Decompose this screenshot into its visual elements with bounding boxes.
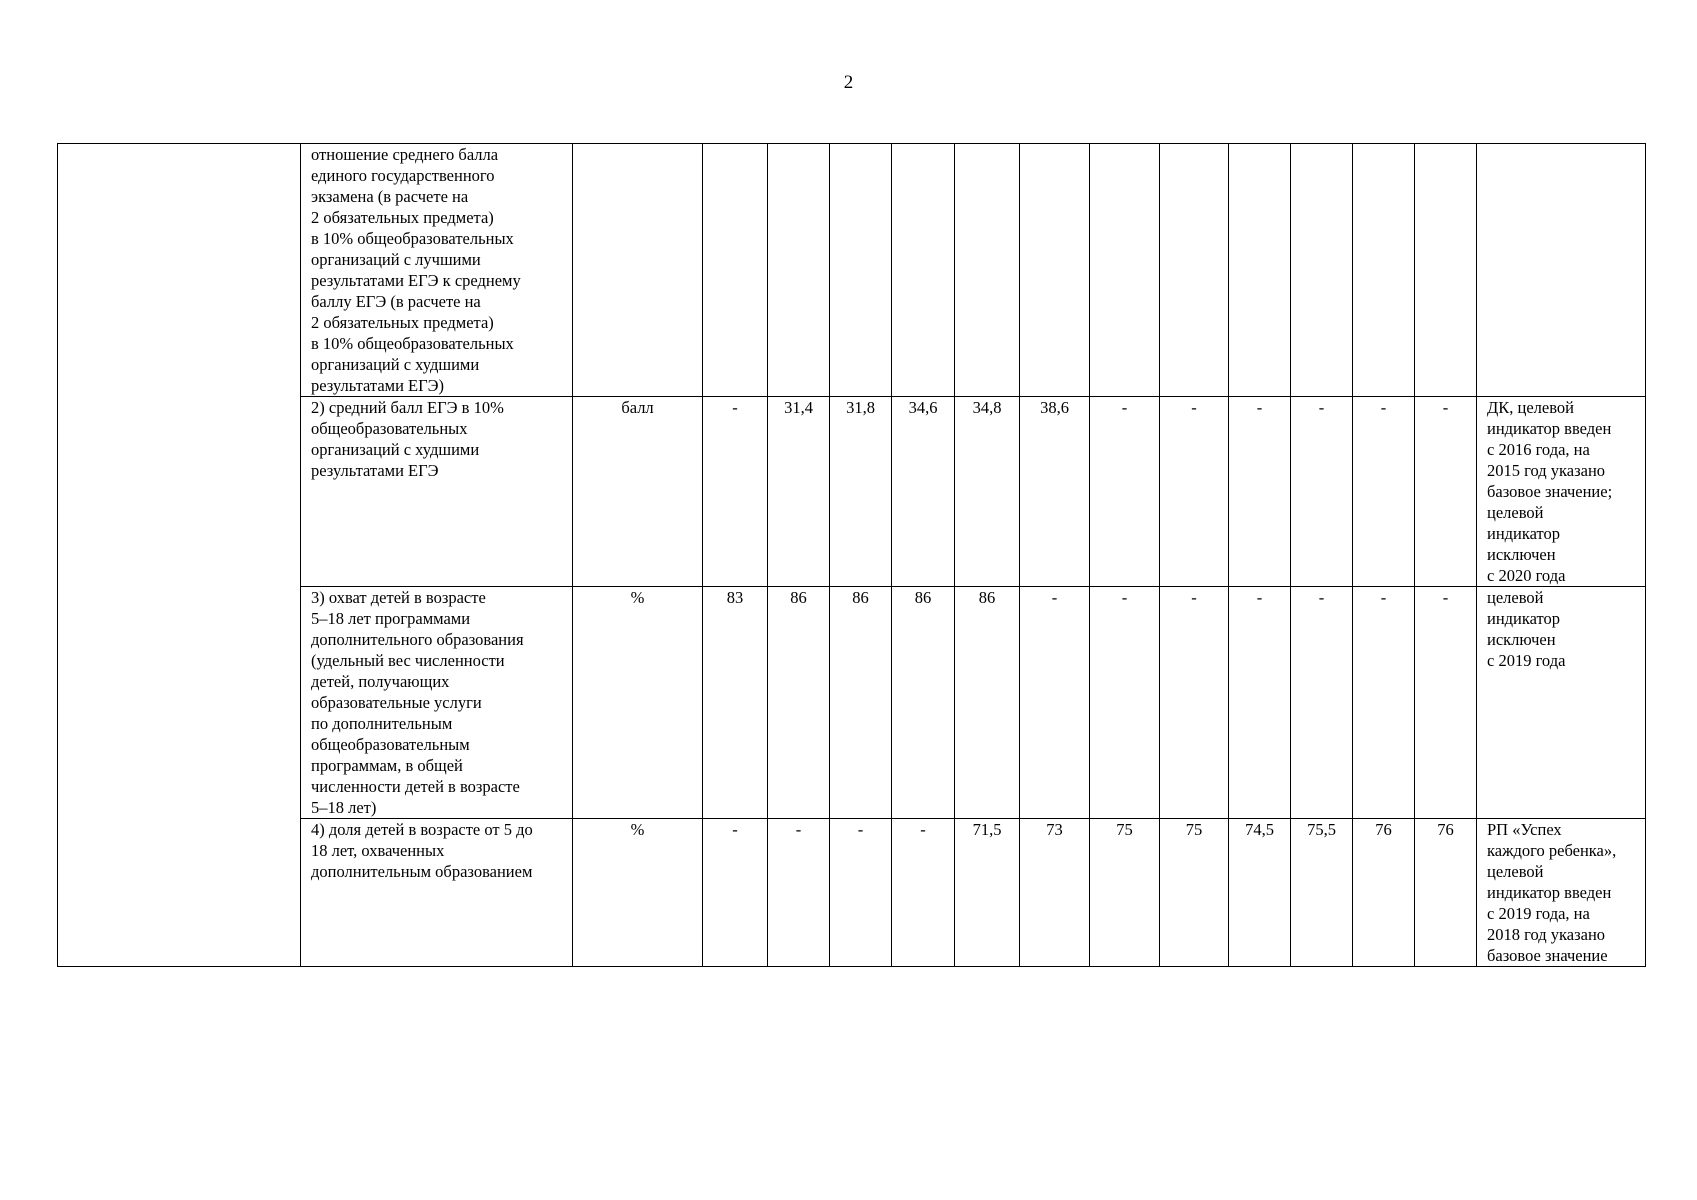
note: ДК, целевой индикатор введен с 2016 года, на 2015 год указано базовое значение; целевой индикатор исключен с 2020 года [1487,398,1613,585]
value: 76 [1375,820,1392,839]
value-cell [955,819,1020,967]
value-cell [892,587,955,819]
indicator-name: 3) охват детей в возрасте 5–18 лет программами дополнительного образования (удельный вес численности детей, получающих образовательные услуги по дополнительным общеобразовательным программам, в общей численности детей в возрасте 5–18 лет) [311,588,524,817]
unit: балл [621,398,654,417]
value-cell [768,587,830,819]
value-cell [1020,144,1090,397]
unit: % [630,820,645,839]
note-cell [1477,587,1646,819]
value: - [1191,588,1197,607]
value: - [1191,398,1197,417]
value-cell [1229,397,1291,587]
value-cell [1160,397,1229,587]
unit-cell [573,144,703,397]
value: 86 [978,588,996,607]
value: - [1121,588,1128,607]
value-cell [1160,587,1229,819]
value: 34,8 [972,398,1002,417]
unit-cell [573,397,703,587]
value-cell [1353,144,1415,397]
value-cell [1353,397,1415,587]
value: 31,4 [784,398,813,417]
value-cell [955,397,1020,587]
value-cell [892,144,955,397]
value-cell [1090,587,1160,819]
value-cell [703,397,768,587]
value: - [1256,398,1263,417]
value-cell [1415,819,1477,967]
value-cell [830,587,892,819]
value: - [795,820,802,839]
page-number: 2 [843,72,854,93]
value: 31,8 [846,398,875,417]
value: 76 [1437,820,1454,839]
value-cell [1020,397,1090,587]
value: - [1380,398,1387,417]
value-cell [892,819,955,967]
value-cell [1160,144,1229,397]
value-cell [1291,397,1353,587]
value: - [1380,588,1387,607]
value-cell [768,144,830,397]
table-row [58,144,1646,397]
value: 75,5 [1307,820,1336,839]
value: 86 [914,588,932,607]
unit-cell [573,587,703,819]
value-cell [1229,144,1291,397]
value: - [1442,588,1449,607]
value-cell [703,819,768,967]
note: целевой индикатор исключен с 2019 года [1487,588,1566,670]
value: - [1442,398,1449,417]
note-cell [1477,144,1646,397]
value-cell [1229,819,1291,967]
indicator-name: 2) средний балл ЕГЭ в 10% общеобразовательных организаций с худшими результатами ЕГЭ [311,398,504,480]
value: 75 [1116,820,1133,839]
value-cell [1090,819,1160,967]
value: 83 [726,588,744,607]
value-cell [1229,587,1291,819]
value-cell [1415,587,1477,819]
value-cell [768,819,830,967]
indicators-table [57,143,1646,967]
indicator-name-cell [301,144,573,397]
value-cell [1353,587,1415,819]
note: РП «Успех каждого ребенка», целевой индикатор введен с 2019 года, на 2018 год указано базовое значение [1487,820,1617,965]
value: - [857,820,864,839]
value: 73 [1046,820,1063,839]
indicator-name: отношение среднего балла единого государственного экзамена (в расчете на 2 обязательных предмета) в 10% общеобразовательных организаций с лучшими результатами ЕГЭ к среднему баллу ЕГЭ (в расчете на 2 обязательных предмета) в 10% общеобразовательных организаций с худшими результатами ЕГЭ) [311,145,521,395]
value: - [1318,398,1325,417]
value: 86 [790,588,807,607]
value-cell [1090,397,1160,587]
value-cell [1291,819,1353,967]
unit-cell [573,819,703,967]
value: 86 [852,588,869,607]
value: - [1051,588,1058,607]
value-cell [1415,144,1477,397]
value-cell [1090,144,1160,397]
value: - [1318,588,1325,607]
value: 74,5 [1245,820,1274,839]
value-cell [1020,587,1090,819]
indicator-name-cell [301,397,573,587]
unit: % [630,588,645,607]
value-cell [703,144,768,397]
note-cell [1477,397,1646,587]
value: - [1121,398,1128,417]
value-cell [1160,819,1229,967]
value-cell [1291,587,1353,819]
value: - [732,398,738,417]
value-cell [892,397,955,587]
value-cell [768,397,830,587]
value: - [920,820,926,839]
value-cell [703,587,768,819]
value: - [732,820,738,839]
value: 71,5 [972,820,1002,839]
value: - [1256,588,1263,607]
value: 34,6 [908,398,938,417]
indicator-name: 4) доля детей в возрасте от 5 до 18 лет, охваченных дополнительным образованием [311,820,533,881]
indicator-name-cell [301,587,573,819]
value-cell [830,144,892,397]
value: 38,6 [1040,398,1069,417]
value: 75 [1185,820,1203,839]
value-cell [955,144,1020,397]
value-cell [1415,397,1477,587]
value-cell [830,397,892,587]
program-cell [58,144,301,967]
value-cell [955,587,1020,819]
value-cell [830,819,892,967]
value-cell [1020,819,1090,967]
note-cell [1477,819,1646,967]
value-cell [1353,819,1415,967]
indicator-name-cell [301,819,573,967]
value-cell [1291,144,1353,397]
